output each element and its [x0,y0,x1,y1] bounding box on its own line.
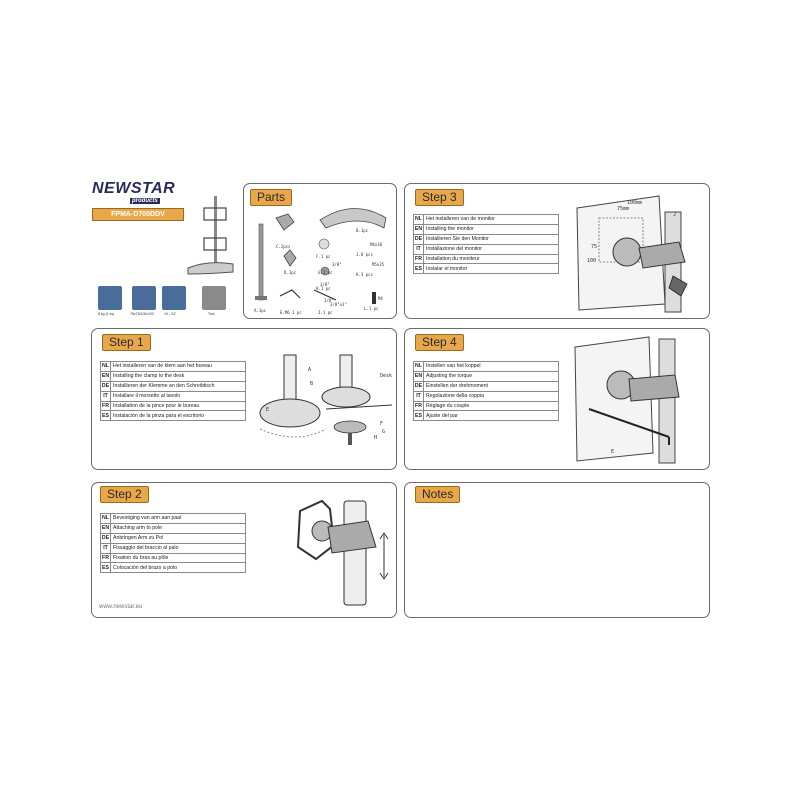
tool-icon [202,286,226,310]
part-note: M5x35 [372,262,385,267]
instruction-row: IT Installazione del monitor [414,244,559,254]
part-label: D.1pc [284,270,297,275]
spec-vesa: 75x75/100x100 [130,312,154,316]
instruction-row: DE Installieren der Klemme an den Schreibtisch [101,381,246,391]
callout-label: E [611,449,615,455]
part-label: C.2pcs [276,244,291,249]
step4-instructions [413,361,559,421]
instruction-row: DE Einstellen der drehmoment [414,381,559,391]
part-label: K.3 pcs [356,272,373,277]
part-note: 3/8" [332,262,342,267]
spec-size: 10 - 24" [164,312,177,316]
step2-illustration [288,497,398,609]
part-label: G.1 pc [318,270,333,275]
instruction-row: ES Instalar el monitor [414,264,559,274]
part-label: L.1 pc [364,306,379,311]
instruction-row: DE Installieren Sie den Monitor [414,234,559,244]
step3-illustration [569,188,705,316]
parts-panel [243,183,397,319]
screen-size-icon [162,286,186,310]
instruction-row: EN Installing the monitor [414,224,559,234]
callout-label: E [266,407,270,413]
step4-title: Step 4 [415,334,464,351]
step3-instructions [413,214,559,274]
callout-label: A [308,367,312,373]
notes-title: Notes [415,486,460,503]
step2-panel [91,482,397,618]
product-illustration [178,190,240,282]
dimension-label: 100 [587,258,597,264]
instruction-row: NL Het installeren van de monitor [414,215,559,225]
instruction-row: EN Adjusting the torque [414,371,559,381]
part-note: 3/8" [324,298,334,303]
dimension-label: 75mm [617,206,630,212]
footer-url: www.newstar.eu [99,604,143,610]
instruction-row: NL Instellen van het koppel [414,362,559,372]
instruction-row: ES Colocación del brazo a polo [101,563,246,573]
instruction-row: IT Regolazione della coppia [414,391,559,401]
instruction-row: FR Installation de la pince pour le bureau [101,401,246,411]
part-label: B.1pc [356,228,369,233]
callout-label: G [382,429,386,435]
part-label: H.1 pc [316,286,331,291]
step1-panel [91,328,397,470]
step4-illustration [569,333,705,467]
callout-label: J [673,212,677,218]
instruction-row: NL Het installeren van de klem aan het bureau [101,362,246,372]
brand-logo: NEWSTAR [92,180,176,197]
instruction-row: IT Installare il morsetto al tavolo [101,391,246,401]
part-label: F.1 pc [316,254,331,259]
part-label: I.1 pc [318,310,333,315]
dimension-label: 75 [591,244,598,250]
instruction-row: EN Attaching arm to pole [101,523,246,533]
instruction-row: FR Réglage du couple [414,401,559,411]
part-note: M4x10 [370,242,383,247]
callout-label: F [380,421,384,427]
model-number: FPMA-D700DDV [92,208,184,221]
part-note: M4 [378,296,383,301]
instruction-row: DE Anbringen Arm zu Pol [101,533,246,543]
brand-logo-sub: products [132,198,158,204]
instruction-row: EN Installing the clamp to the desk [101,371,246,381]
instruction-row: FR Fixation du bras au pôle [101,553,246,563]
step1-title: Step 1 [102,334,151,351]
instruction-row: FR Installation du moniteur [414,254,559,264]
spec-tool: Tool [208,312,215,316]
parts-title: Parts [250,189,292,206]
spec-weight: 8 kg (1 ks) [98,312,115,316]
step1-instructions [100,361,246,421]
step3-title: Step 3 [415,189,464,206]
callout-label: Desk [380,373,393,379]
step4-panel [404,328,710,470]
weight-icon [98,286,122,310]
step2-title: Step 2 [100,486,149,503]
part-label: J.8 pcs [356,252,373,257]
step1-illustration [256,349,396,459]
vesa-icon [132,286,156,310]
part-note: 3/8"x3" [330,302,347,307]
instruction-row: ES Ajuste del par [414,411,559,421]
callout-label: H [374,435,378,441]
part-note: 3/8" [320,282,330,287]
instruction-row: ES Instalación de la pinza para el escritorio [101,411,246,421]
callout-label: B [310,381,314,387]
part-label: A.1pc [254,308,267,313]
part-label: E.M6 1 pc [280,310,302,315]
dimension-label: 100mm [627,200,643,206]
notes-panel [404,482,710,618]
instruction-row: IT Fissaggio del braccio al palo [101,543,246,553]
parts-illustration [244,184,398,320]
step3-panel [404,183,710,319]
step2-instructions [100,513,246,573]
instruction-row: NL Bevestiging van arm aan paal [101,514,246,524]
